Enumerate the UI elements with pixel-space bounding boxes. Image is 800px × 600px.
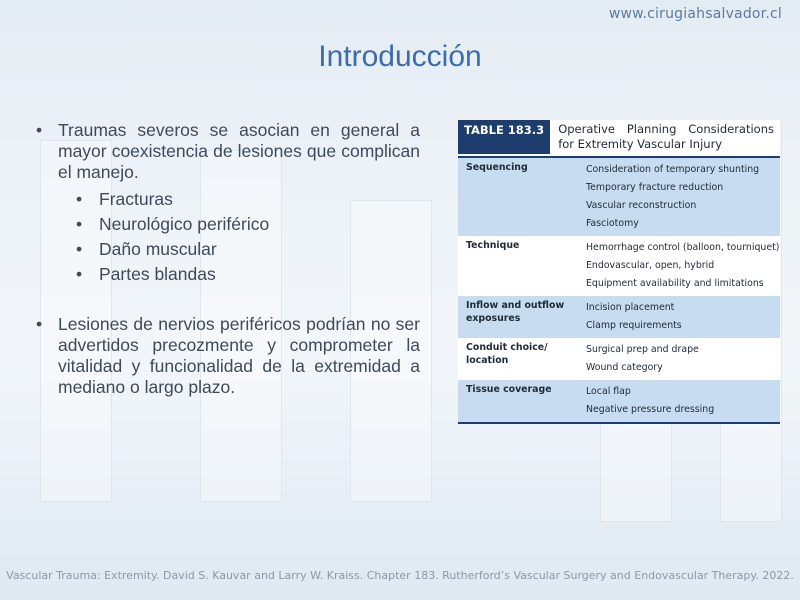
bullet-dot-icon: • — [36, 314, 43, 334]
slide-title: Introducción — [318, 40, 482, 73]
bullet-item: • Traumas severos se asocian en general a mayor coexistencia de lesiones que complican el manejo. — [36, 120, 420, 182]
table-row: Technique Hemorrhage control (balloon, tourniquet) Endovascular, open, hybrid Equipment availability and limitations — [466, 240, 780, 289]
table-row: Sequencing Consideration of temporary shunting Temporary fracture reduction Vascular reconstruction Fasciotomy — [458, 158, 780, 236]
table-title: Operative Planning Considerations for Extremity Vascular Injury — [558, 122, 774, 151]
table-row: Conduit choice/ location Surgical prep and drape Wound category — [466, 342, 699, 373]
sub-bullet-item: • Partes blandas — [76, 264, 216, 284]
table-header — [458, 120, 780, 158]
table-row: Tissue coverage Local flap Negative pressure dressing — [458, 380, 780, 422]
sub-bullet-list — [36, 187, 420, 287]
table-bottom-rule — [458, 422, 780, 424]
site-url: www.cirugiahsalvador.cl — [608, 6, 782, 22]
table-row: Inflow and outflow exposures Incision placement Clamp requirements — [458, 296, 780, 338]
bullet-list — [36, 120, 420, 398]
planning-table — [458, 120, 780, 424]
bullet-item: • Lesiones de nervios periféricos podrían no ser advertidos precozmente y comprometer la vitalidad y funcionalidad de la extremidad a mediano o largo plazo. — [36, 314, 420, 397]
sub-bullet-item: • Neurológico periférico — [76, 214, 270, 234]
citation-footer: Vascular Trauma: Extremity. David S. Kauvar and Larry W. Kraiss. Chapter 183. Rutherford’s Vascular Surgery and Endovascular Therapy. 2022. — [6, 569, 794, 582]
sub-bullet-item: • Fracturas — [76, 189, 173, 209]
bullet-dot-icon: • — [36, 120, 43, 140]
sub-bullet-item: • Daño muscular — [76, 239, 217, 259]
table-tag: TABLE 183.3 — [458, 120, 550, 154]
